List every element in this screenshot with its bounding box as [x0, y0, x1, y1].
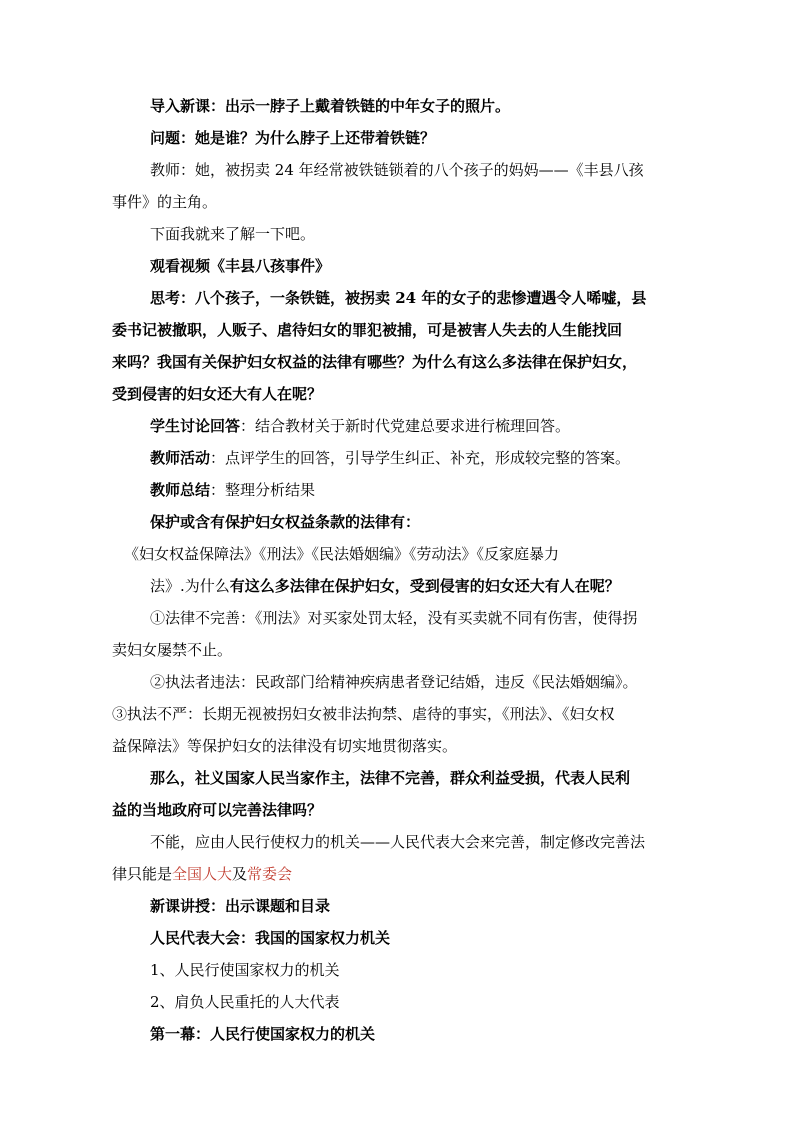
followup-question-line-cont — [112, 800, 322, 820]
student-text: ：结合教材关于新时代党建总要求进行梳理回答。 — [240, 417, 571, 435]
laws-list-text-cont: 法》.为什么 — [150, 577, 230, 595]
intro-line — [150, 96, 510, 116]
lead-in-text: 下面我就来了解一下吧。 — [150, 225, 316, 243]
reason-1-text: ①法律不完善：《刑法》对买家处罚太轻，没有买卖就不同有伤害，使得拐 — [150, 609, 638, 627]
reason-3-line — [112, 704, 615, 724]
think-line-4 — [112, 384, 322, 404]
answer-text-cont: 律只能是 — [112, 865, 173, 883]
answer-text: 不能，应由人民行使权力的机关——人民代表大会来完善，制定修改完善法 — [150, 833, 646, 851]
reason-1-line — [150, 608, 638, 628]
activity-line — [150, 448, 630, 468]
video-line — [150, 256, 330, 276]
student-line — [150, 416, 570, 436]
standing-committee-highlight: 常委会 — [247, 865, 293, 883]
intro-text: 导入新课：出示一脖子上戴着铁链的中年女子的照片。 — [150, 97, 511, 115]
think-line-1 — [150, 288, 646, 308]
reason-2-text: ②执法者违法：民政部门给精神疾病患者登记结婚，违反《民法婚姻编》。 — [150, 673, 638, 691]
question-line — [150, 128, 435, 148]
laws-heading — [150, 512, 420, 532]
teacher-text-cont: 事件》的主角。 — [112, 193, 218, 211]
act-one-heading-text: 第一幕：人民行使国家权力的机关 — [150, 1025, 376, 1043]
question-text: 问题：她是谁？为什么脖子上还带着铁链？ — [150, 129, 436, 147]
reason-3-text-cont: 益保障法》等保护妇女的法律没有切实地贯彻落实。 — [112, 737, 458, 755]
new-lesson-line — [150, 896, 330, 916]
summary-line — [150, 480, 315, 500]
teacher-line-cont — [112, 192, 217, 212]
lesson-title-line — [150, 928, 390, 948]
think-line-2 — [112, 320, 622, 340]
reason-2-line — [150, 672, 638, 692]
summary-text: ：整理分析结果 — [210, 481, 316, 499]
outline-item-1-text: 1、人民行使国家权力的机关 — [150, 961, 340, 979]
laws-list-line — [124, 544, 559, 564]
laws-question-text: 有这么多法律在保护妇女，受到侵害的妇女还大有人在呢？ — [229, 577, 620, 595]
teacher-label: 教师 — [150, 161, 181, 179]
think-text-1: 思考：八个孩子，一条铁链，被拐卖 24 年的女子的悲惨遭遇令人唏嘘，县 — [150, 289, 647, 307]
outline-item-2-text: 2、肩负人民重托的人大代表 — [150, 993, 340, 1011]
followup-question-text-cont: 益的当地政府可以完善法律吗？ — [112, 801, 323, 819]
summary-label: 教师总结 — [150, 481, 211, 499]
laws-list-line-cont — [150, 576, 620, 596]
activity-label: 教师活动 — [150, 449, 211, 467]
student-label: 学生讨论回答 — [150, 417, 241, 435]
new-lesson-text: 新课讲授：出示课题和目录 — [150, 897, 331, 915]
laws-list-text: 《妇女权益保障法》《刑法》《民法婚姻编》《劳动法》《反家庭暴力 — [124, 545, 560, 563]
act-one-heading — [150, 1024, 375, 1044]
followup-question-line — [150, 768, 630, 788]
laws-heading-text: 保护或含有保护妇女权益条款的法律有： — [150, 513, 421, 531]
outline-item-2 — [150, 992, 340, 1012]
reason-1-text-cont: 卖妇女屡禁不止。 — [112, 641, 233, 659]
npc-highlight: 全国人大 — [172, 865, 233, 883]
answer-conjunction: 及 — [232, 865, 248, 883]
lead-in-line — [150, 224, 315, 244]
teacher-text: ：她，被拐卖 24 年经常被铁链锁着的八个孩子的妈妈——《丰县八孩 — [180, 161, 644, 179]
reason-1-line-cont — [112, 640, 232, 660]
followup-question-text: 那么，社义国家人民当家作主，法律不完善，群众利益受损，代表人民利 — [150, 769, 631, 787]
reason-3-line-cont — [112, 736, 457, 756]
lesson-title-text: 人民代表大会：我国的国家权力机关 — [150, 929, 391, 947]
answer-line-cont — [112, 864, 292, 884]
video-text: 观看视频《丰县八孩事件》 — [150, 257, 331, 275]
reason-3-text: ③执法不严：长期无视被拐妇女被非法拘禁、虐待的事实，《刑法》、《妇女权 — [112, 705, 615, 723]
answer-line — [150, 832, 645, 852]
teacher-line — [150, 160, 644, 180]
think-line-3 — [112, 352, 637, 372]
activity-text: ：点评学生的回答，引导学生纠正、补充，形成较完整的答案。 — [210, 449, 631, 467]
think-text-4: 受到侵害的妇女还大有人在呢？ — [112, 385, 323, 403]
think-text-2: 委书记被撤职，人贩子、虐待妇女的罪犯被捕，可是被害人失去的人生能找回 — [112, 321, 623, 339]
outline-item-1 — [150, 960, 340, 980]
think-text-3: 来吗？我国有关保护妇女权益的法律有哪些？为什么有这么多法律在保护妇女， — [112, 353, 638, 371]
